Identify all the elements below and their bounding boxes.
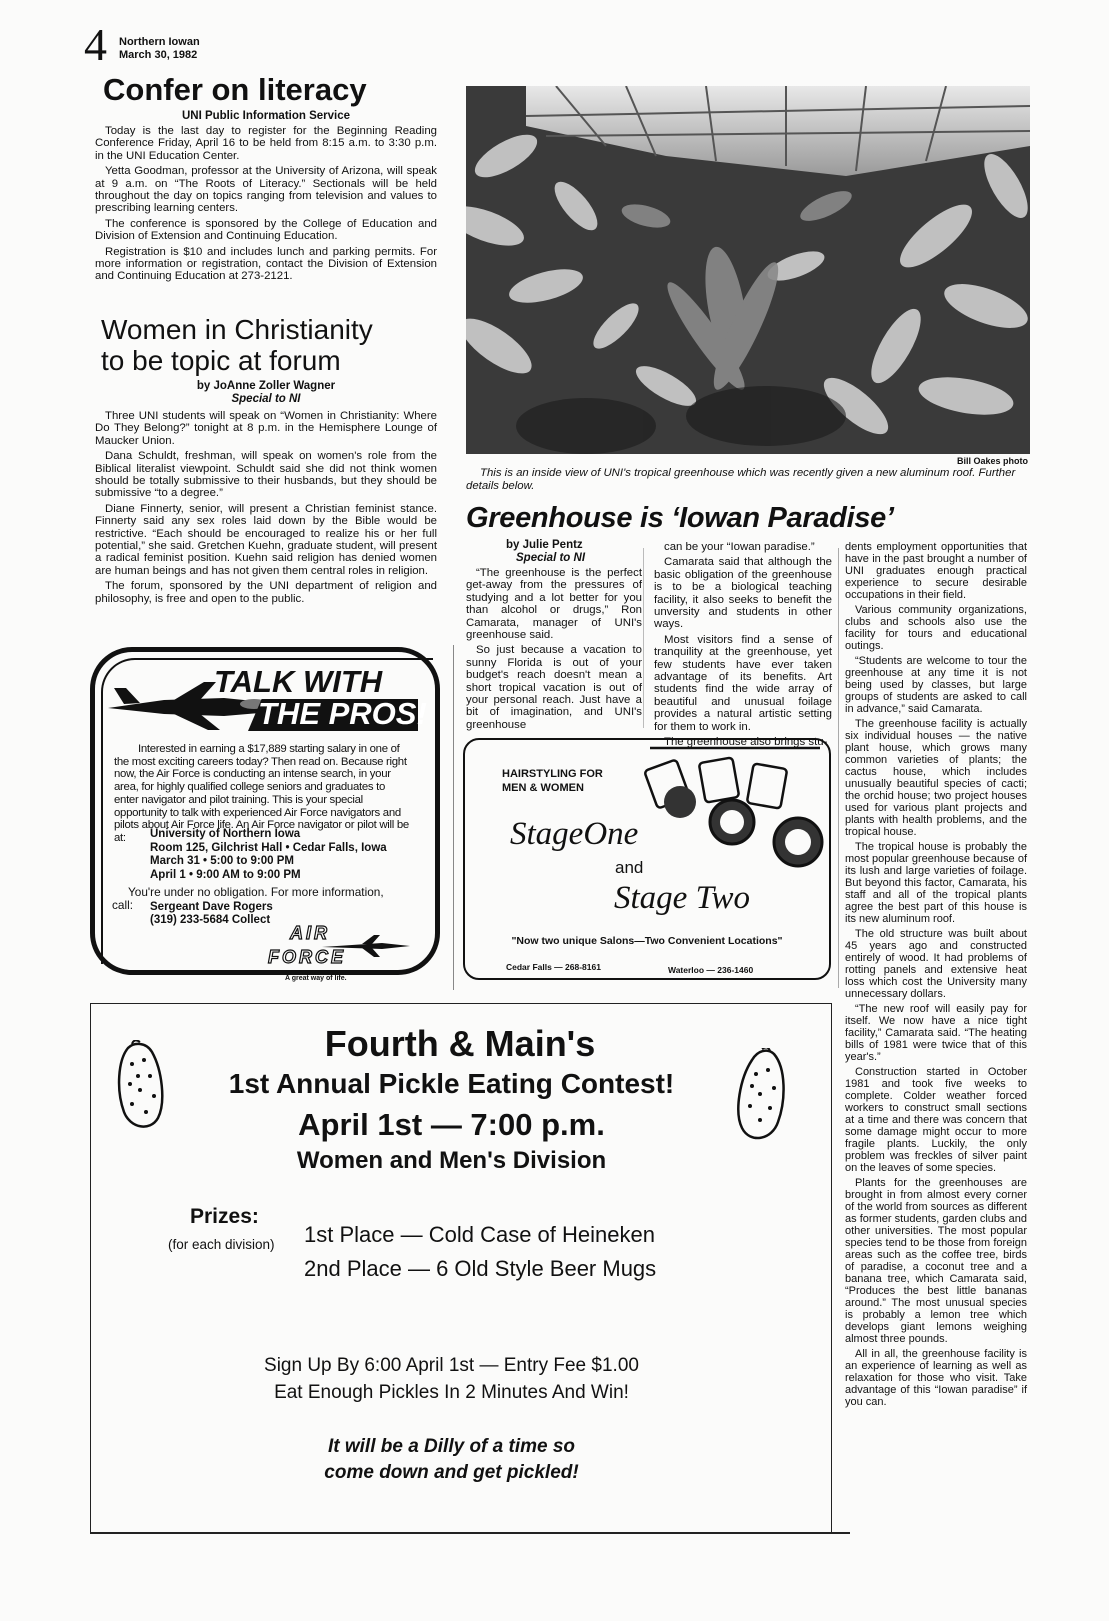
- christianity-headline-line1: Women in Christianity: [101, 314, 373, 345]
- greenhouse-column-2: [654, 541, 832, 752]
- salon-heading: [502, 767, 603, 795]
- pickle-prize-2: 2nd Place — 6 Old Style Beer Mugs: [304, 1256, 657, 1281]
- airforce-location-2: Room 125, Gilchrist Hall • Cedar Falls, Iowa: [150, 841, 387, 854]
- salon-slogan: "Now two unique Salons—Two Convenient Locations": [511, 935, 783, 947]
- pickle-closing-2: come down and get pickled!: [324, 1462, 579, 1483]
- greenhouse-byline: by Julie Pentz: [506, 539, 583, 551]
- salon-and: and: [615, 858, 644, 877]
- greenhouse-headline: Greenhouse is ‘Iowan Paradise’: [466, 502, 894, 534]
- greenhouse-paragraph: So just because a vacation to sunny Florida is out of your budget's reach doesn't mean a short tropical vacation is out of your personal reach. Just have a bit of imagination, and UNI's greenhouse: [466, 644, 642, 731]
- stage-light-icon: [640, 742, 830, 872]
- pickle-prize-1: 1st Place — Cold Case of Heineken: [304, 1222, 655, 1247]
- paper-date: March 30, 1982: [119, 49, 198, 61]
- greenhouse-byline-source: Special to NI: [516, 552, 586, 564]
- literacy-paragraph: Yetta Goodman, professor at the University of Arizona, will speak at 9 a.m. on “The Roots of Literacy.” Sectionals will be held throughout the day on topics ranging from television and values to prescribing learning centers.: [95, 165, 437, 215]
- greenhouse-paragraph: “Students are welcome to tour the greenhouse at any time it is not being used by classes, but large groups of students are asked to call in advance,” said Camarata.: [845, 655, 1027, 715]
- airforce-logo-2: FORCE: [268, 947, 346, 967]
- salon-location-1: Cedar Falls — 268-8161: [506, 962, 601, 972]
- column-divider: [643, 548, 644, 728]
- airforce-logo-1: AIR: [290, 923, 330, 943]
- pickle-title: Fourth & Main's: [324, 1023, 596, 1064]
- greenhouse-photo-image: [466, 86, 1030, 454]
- greenhouse-paragraph: The greenhouse facility is actually six individual houses — the native plant house, which grows many common varieties of plants; the cactus house, which includes unusually beautiful species of cacti; the orchid house; two project houses used for various plant projects and plants with health problems, and the tropical house.: [845, 718, 1027, 838]
- literacy-headline: Confer on literacy: [103, 72, 367, 107]
- literacy-paragraph: The conference is sponsored by the College of Education and Division of Extension and Continuing Education.: [95, 217, 437, 243]
- column-divider: [838, 548, 839, 988]
- greenhouse-paragraph: Most visitors find a sense of tranquility at the greenhouse, yet few students have ever taken advantage of its benefits. Art students find the wide array of beautiful and unusual foilage provides a natural artistic setting for them to work in.: [654, 633, 832, 733]
- greenhouse-paragraph: can be your “Iowan paradise.”: [664, 541, 815, 553]
- greenhouse-column-3: [845, 541, 1027, 1411]
- christianity-byline-source: Special to NI: [231, 393, 301, 405]
- greenhouse-paragraph: Plants for the greenhouses are brought in from almost every corner of the world from sources as different as former students, garden clubs and other universities. The most popular species tend to be those from foreign areas such as the coffee tree, birds of paradise, a coconut tree and a banana tree, which Camarata said, “Produces the best little bananas around.” The most unusual species is probably a lemon tree which develops giant lemons weighing almost three pounds.: [845, 1177, 1027, 1345]
- christianity-article: [95, 314, 437, 608]
- greenhouse-paragraph: “The greenhouse is the perfect get-away from the pressures of studying and a lot better for you than alcohol or drugs,” Ron Camarata, manager of UNI's greenhouse said.: [466, 567, 642, 642]
- literacy-byline: UNI Public Information Service: [181, 110, 351, 122]
- greenhouse-paragraph: dents employment opportunities that have in the past brought a number of UNI graduates enough practical experience to secure desirable occupations in their field.: [845, 541, 1027, 601]
- pickle-rule: Eat Enough Pickles In 2 Minutes And Win!: [274, 1382, 629, 1403]
- greenhouse-paragraph: The greenhouse also brings stu-: [664, 736, 828, 749]
- airforce-tagline: A great way of life.: [285, 975, 347, 982]
- literacy-paragraph: Registration is $10 and includes lunch and parking permits. For more information or registration, contact the Division of Extension and Continuing Education at 273-2121.: [95, 245, 437, 283]
- pickle-signup: Sign Up By 6:00 April 1st — Entry Fee $1.00: [264, 1355, 639, 1376]
- airforce-headline-1: TALK WITH: [214, 664, 383, 699]
- airforce-date-2: April 1 • 9:00 AM to 9:00 PM: [150, 868, 301, 881]
- greenhouse-column-1: [466, 539, 642, 734]
- pickle-datetime: April 1st — 7:00 p.m.: [298, 1107, 605, 1142]
- paper-name: Northern Iowan: [119, 36, 200, 48]
- photo-credit: Bill Oakes photo: [956, 456, 1028, 466]
- salon-heading-2: MEN & WOMEN: [502, 782, 584, 794]
- salon-heading-1: HAIRSTYLING FOR: [502, 768, 603, 780]
- pickle-subtitle: 1st Annual Pickle Eating Contest!: [228, 1068, 675, 1099]
- airforce-body: Interested in earning a $17,889 starting salary in one of the most exciting careers today? Then read on. Because right now, the Air Force is conducting an intense search, in your area, for highly qualified college seniors and graduates to enter navigator and pilot training. This is your special opportunity to talk with experienced Air Force navigators and pilots about Air Force life. An Air Force navigator or pilot will be at:: [114, 743, 409, 844]
- airforce-contact-name: Sergeant Dave Rogers: [150, 901, 273, 913]
- column-divider: [453, 645, 454, 990]
- pickle-closing-1: It will be a Dilly of a time so: [327, 1436, 576, 1457]
- christianity-paragraph: Diane Finnerty, senior, will present a Christian feminist stance. Finnerty said any sex roles laid down by the Bible would be restrictive. “Each should be encouraged to realize his or her full potential,” she said. Gretchen Kuehn, graduate student, will present a radical feminist position. Kuehn said religion has denied women are human beings and has not given them central roles in religion.: [95, 502, 437, 577]
- greenhouse-paragraph: Construction started in October 1981 and took five weeks to complete. Colder weather forced workers to construct small sections at a time and there was concern that some damage might occur to more fragile plants. Luckily, the only problem was freckles of silver paint on the leaves of some species.: [845, 1066, 1027, 1174]
- greenhouse-paragraph: Various community organizations, clubs and schools also use the facility for tours and educational outings.: [845, 604, 1027, 652]
- salon-name-2: Stage Two: [614, 880, 750, 916]
- greenhouse-paragraph: The old structure was built about 45 years ago and constructed entirely of wood. It had problems of rotting panels and extensive heat loss which cost the University many unnecessary dollars.: [845, 928, 1027, 1000]
- bottom-rule: [90, 1532, 850, 1534]
- greenhouse-paragraph: All in all, the greenhouse facility is an experience of learning as well as relaxation for those who visit. Take advantage of this “Iowan paradise” if you can.: [845, 1348, 1027, 1408]
- photo-caption: This is an inside view of UNI's tropical greenhouse which was recently given a new aluminum roof. Further details below.: [466, 467, 1016, 492]
- salon-location-2: Waterloo — 236-1460: [668, 965, 754, 975]
- christianity-paragraph: Three UNI students will speak on “Women in Christianity: Where Do They Belong?” tonight at 8 p.m. in the Hemisphere Lounge of Maucker Union.: [95, 410, 437, 447]
- page-number: 4: [84, 19, 107, 70]
- salon-name-1: StageOne: [510, 816, 639, 852]
- airforce-contact-phone: (319) 233-5684 Collect: [150, 914, 271, 926]
- pickle-prizes-label: Prizes:: [190, 1205, 259, 1228]
- christianity-paragraph: Dana Schuldt, freshman, will speak on women's role from the Biblical literalist viewpoint. Schuldt said she did not think women should be totally submissive to their husbands, but they should be submissive “to a degree.”: [95, 450, 437, 500]
- airforce-headline-2: THE PROS!: [258, 696, 427, 731]
- literacy-article: [95, 72, 437, 286]
- greenhouse-paragraph: “The new roof will easily pay for itself. We now have a nice tight facility,” Camarata said. “The heating bills of 1981 were twice that of this year's.”: [845, 1003, 1027, 1063]
- airforce-obligation: You're under no obligation. For more information,: [128, 885, 384, 899]
- pickle-prizes-note: (for each division): [168, 1237, 275, 1252]
- christianity-byline: by JoAnne Zoller Wagner: [196, 380, 336, 392]
- literacy-paragraph: Today is the last day to register for the Beginning Reading Conference Friday, April 16 to be held from 8:15 a.m. to 3:30 p.m. in the UNI Education Center.: [95, 125, 437, 162]
- airforce-location: [150, 828, 387, 882]
- greenhouse-paragraph: Camarata said that although the basic obligation of the greenhouse is to be a biological teaching facility, it also seeks to benefit the unversity and students in other ways.: [654, 556, 832, 631]
- airforce-date-1: March 31 • 5:00 to 9:00 PM: [150, 855, 294, 867]
- christianity-headline-line2: to be topic at forum: [101, 345, 341, 376]
- airforce-location-1: University of Northern Iowa: [150, 828, 301, 840]
- airforce-wing-icon: [322, 935, 412, 957]
- airforce-call-label: call:: [112, 898, 133, 912]
- greenhouse-paragraph: The tropical house is probably the most popular greenhouse because of its lush and large varieties of foilage. But beyond this factor, Camarata, his staff and all of the tropical plants agree the best part of this house is its new aluminum roof.: [845, 841, 1027, 925]
- greenhouse-photo: [466, 86, 1030, 454]
- christianity-paragraph: The forum, sponsored by the UNI department of religion and philosophy, is free and open to the public.: [95, 580, 437, 605]
- pickle-division: Women and Men's Division: [296, 1147, 607, 1174]
